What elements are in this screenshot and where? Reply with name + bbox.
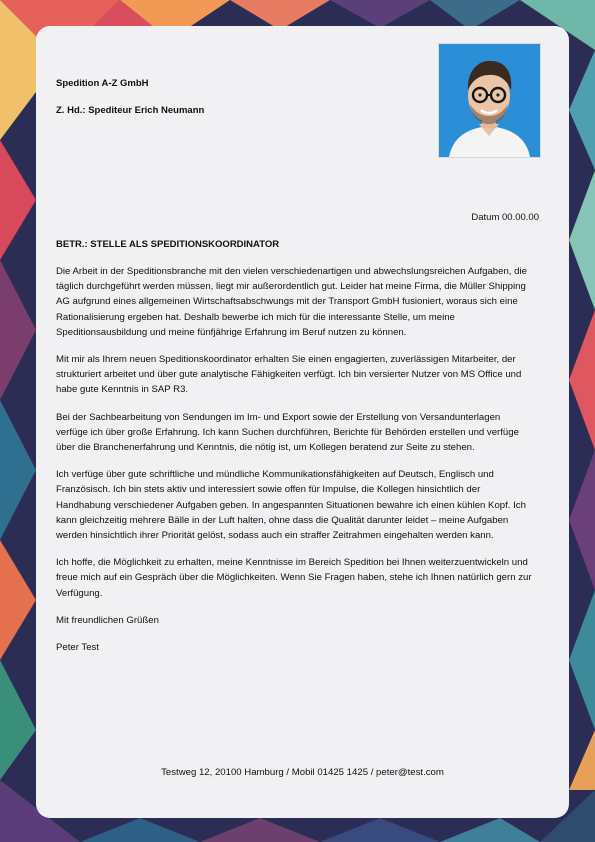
letter-subject: BETR.: STELLE ALS SPEDITIONSKOORDINATOR bbox=[56, 239, 280, 250]
body-paragraph: Die Arbeit in der Speditionsbranche mit den vielen verschiedenartigen und abwechslungsreichen Aufgaben, die täglich durchgeführt werden müssen, liegt mir außerordentlich gut. Leider hat meine Firma, die Müller Shipping AG aufgrund eines allgemeinen Wirtschaftsabschwungs mit der Transport GmbH fusioniert, woraus sich eine Rationalisierung ergeben hat. Deshalb bewerbe ich mich für die interessante Stelle, um meine Speditionsausbildung und meine fünfjährige Erfahrung im Beruf nutzen zu können. bbox=[56, 266, 527, 338]
body-paragraph: Ich verfüge über gute schriftliche und mündliche Kommunikationsfähigkeiten auf Deutsch, Englisch und Französisch. Ich bin stets aktiv und interessiert sowie offen für Impulse, die Kollegen hinsichtlich der Handhabung verschiedener Aufgaben geben. In angespannten Situationen bewahre ich einen kühlen Kopf. Ich kann gleichzeitig mehrere Bälle in der Luft halten, ohne dass die Qualität darunter leidet – meine Aufgaben werden hinsichtlich ihrer Priorität gelöst, sodass auch ein straffer Zeitrahmen eingehalten werden kann. bbox=[56, 469, 526, 542]
body-paragraph: Bei der Sachbearbeitung von Sendungen im Im- und Export sowie der Erstellung von Versandunterlagen verfüge ich über große Erfahrung. Ich kann Suchen durchführen, Berichte für Behörden erstellen und verfüge über die Branchenerfahrung und Kenntnis, die nötig ist, um Kollegen beratend zur Seite zu stehen. bbox=[56, 411, 519, 454]
portrait-image bbox=[439, 44, 540, 157]
body-paragraph: Ich hoffe, die Möglichkeit zu erhalten, meine Kenntnisse im Bereich Spedition bei Ihnen weiterzuentwickeln und freue mich auf ein Gespräch über die Möglichkeiten. Wenn Sie Fragen haben, stehe ich Ihnen natürlich gern zur Verfügung. bbox=[56, 557, 532, 599]
letter-date: Datum 00.00.00 bbox=[471, 212, 539, 223]
closing-line: Mit freundlichen Grüßen bbox=[56, 614, 159, 626]
body-paragraph: Mit mir als Ihrem neuen Speditionskoordinator erhalten Sie einen engagierten, zuverlässigen Mitarbeiter, der strukturiert arbeitet und über gute analytische Fähigkeiten verfügt. Ich bin versierter Nutzer von MS Office und habe gute Kenntnis in SAP R3. bbox=[56, 354, 522, 396]
letter-body bbox=[56, 264, 534, 667]
recipient-company: Spedition A-Z GmbH bbox=[56, 78, 149, 89]
letter-card bbox=[36, 26, 569, 818]
recipient-attention: Z. Hd.: Spediteur Erich Neumann bbox=[56, 105, 205, 116]
applicant-photo bbox=[438, 43, 541, 158]
contact-footer: Testweg 12, 20100 Hamburg / Mobil 01425 1425 / peter@test.com bbox=[161, 767, 444, 778]
signature-name: Peter Test bbox=[56, 642, 100, 654]
